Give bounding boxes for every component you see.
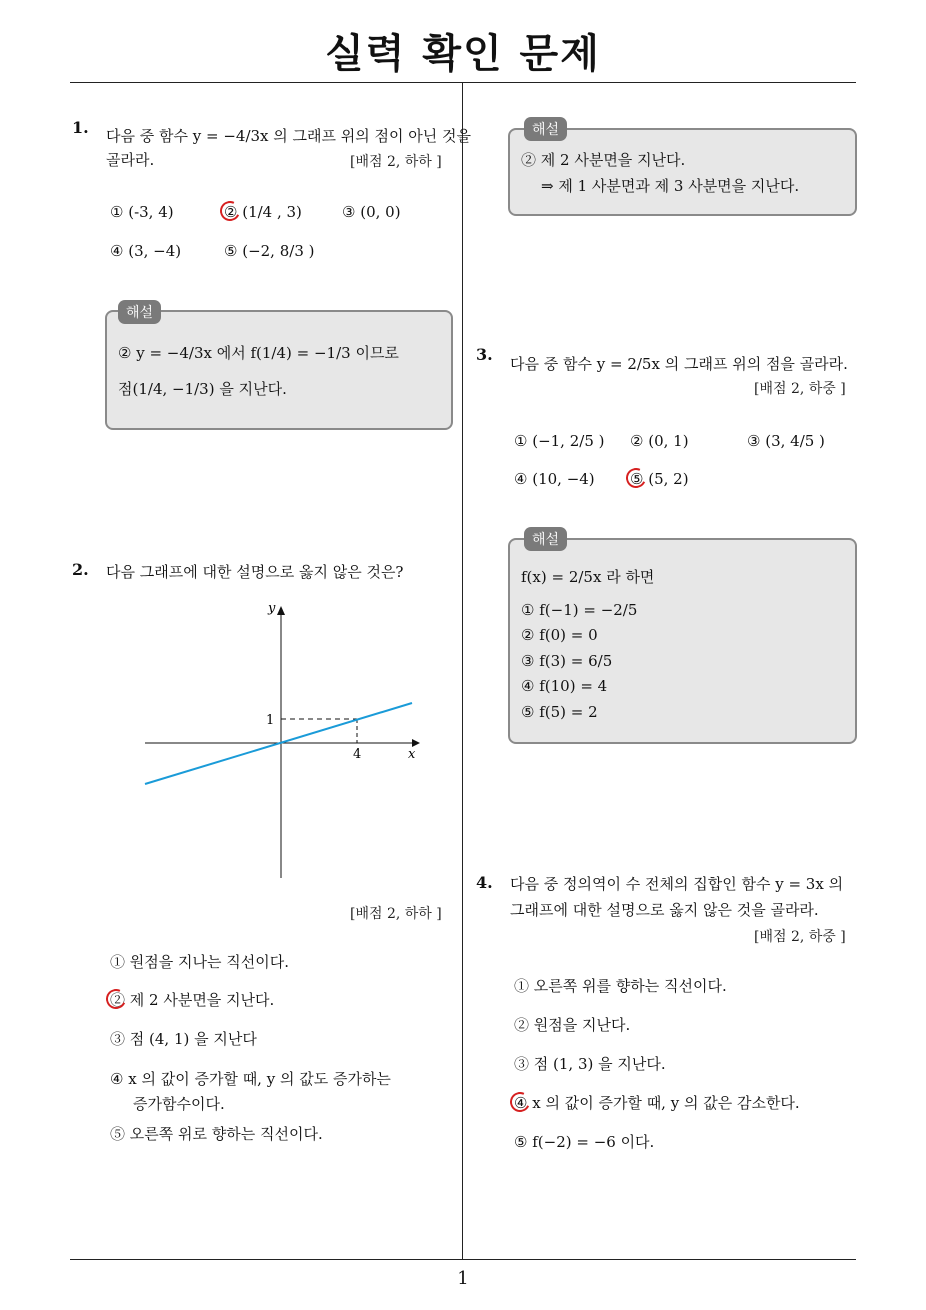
x-axis-arrow <box>412 739 420 747</box>
q4-choice-4[interactable]: ④ x 의 값이 증가할 때, y 의 값은 감소한다. <box>514 1094 800 1112</box>
q3-choice-5[interactable]: ⑤ (5, 2) <box>630 470 689 488</box>
question-4-number: 4. <box>476 873 493 892</box>
solution-3-line6: ⑤ f(5) = 2 <box>521 703 598 721</box>
q2-choice-5[interactable]: ⑤ 오른쪽 위로 향하는 직선이다. <box>110 1125 323 1143</box>
q2-choice-3[interactable]: ③ 점 (4, 1) 을 지난다 <box>110 1030 257 1048</box>
solution-3-line3: ② f(0) = 0 <box>521 626 598 644</box>
q1-choice-2[interactable]: ② (1/4 , 3) <box>224 203 302 221</box>
q4-choice-2[interactable]: ② 원점을 지난다. <box>514 1016 631 1034</box>
x-axis-label: x <box>408 747 416 762</box>
q4-choice-5[interactable]: ⑤ f(−2) = −6 이다. <box>514 1133 655 1151</box>
q1-choice-5[interactable]: ⑤ (−2, 8/3 ) <box>224 242 315 260</box>
column-divider <box>462 83 463 1260</box>
question-2-score: [배점 2, 하하 ] <box>350 906 442 922</box>
solution-2-line2: ⇒ 제 1 사분면과 제 3 사분면을 지난다. <box>541 177 800 195</box>
solution-3-line1: f(x) = 2/5x 라 하면 <box>521 568 655 586</box>
question-2-graph <box>140 600 425 880</box>
question-3-score: [배점 2, 하중 ] <box>754 381 846 397</box>
top-rule <box>70 82 856 83</box>
question-1-score: [배점 2, 하하 ] <box>350 154 442 170</box>
q3-choice-1[interactable]: ① (−1, 2/5 ) <box>514 432 605 450</box>
solution-tag-1: 해설 <box>118 300 161 324</box>
q2-choice-1[interactable]: ① 원점을 지나는 직선이다. <box>110 953 289 971</box>
y-axis-label: y <box>268 601 276 616</box>
q4-choice-1[interactable]: ① 오른쪽 위를 향하는 직선이다. <box>514 977 727 995</box>
q2-choice-4[interactable]: ④ x 의 값이 증가할 때, y 의 값도 증가하는 <box>110 1070 391 1088</box>
question-2-number: 2. <box>72 560 89 579</box>
solution-box-1 <box>105 310 453 430</box>
solution-box-2 <box>508 128 857 216</box>
tick-y-label: 1 <box>266 713 275 728</box>
q1-choice-4[interactable]: ④ (3, −4) <box>110 242 182 260</box>
y-axis-arrow <box>277 606 285 615</box>
q3-choice-3[interactable]: ③ (3, 4/5 ) <box>747 432 825 450</box>
q4-choice-3[interactable]: ③ 점 (1, 3) 을 지난다. <box>514 1055 666 1073</box>
question-1-line1: 다음 중 함수 y = −4/3x 의 그래프 위의 점이 아닌 것을 <box>106 127 471 145</box>
question-1-number: 1. <box>72 118 89 137</box>
question-3-number: 3. <box>476 345 493 364</box>
q3-choice-2[interactable]: ② (0, 1) <box>630 432 689 450</box>
q1-choice-1[interactable]: ① (-3, 4) <box>110 203 174 221</box>
solution-3-line5: ④ f(10) = 4 <box>521 677 608 695</box>
bottom-rule <box>70 1259 856 1260</box>
solution-3-line2: ① f(−1) = −2/5 <box>521 601 638 619</box>
solution-1-line2: 점(1/4, −1/3) 을 지난다. <box>118 380 287 398</box>
solution-3-line4: ③ f(3) = 6/5 <box>521 652 613 670</box>
solution-tag-3: 해설 <box>524 527 567 551</box>
q1-choice-3[interactable]: ③ (0, 0) <box>342 203 401 221</box>
question-4-line1: 다음 중 정의역이 수 전체의 집합인 함수 y = 3x 의 <box>510 875 844 893</box>
question-4-score: [배점 2, 하중 ] <box>754 929 846 945</box>
question-1-line2: 골라라. <box>106 151 155 169</box>
q2-choice-2[interactable]: ② 제 2 사분면을 지난다. <box>110 991 275 1009</box>
question-4-line2: 그래프에 대한 설명으로 옳지 않은 것을 골라라. <box>510 901 819 919</box>
solution-1-line1: ② y = −4/3x 에서 f(1/4) = −1/3 이므로 <box>118 344 399 362</box>
q2-choice-4-cont: 증가함수이다. <box>133 1095 225 1113</box>
solution-tag-2: 해설 <box>524 117 567 141</box>
question-2-text: 다음 그래프에 대한 설명으로 옳지 않은 것은? <box>106 563 404 581</box>
solution-2-line1: ② 제 2 사분면을 지난다. <box>521 151 686 169</box>
page-number: 1 <box>457 1268 469 1289</box>
q3-choice-4[interactable]: ④ (10, −4) <box>514 470 595 488</box>
tick-x-label: 4 <box>353 747 362 762</box>
page-title: 실력 확인 문제 <box>325 31 601 77</box>
question-3-text: 다음 중 함수 y = 2/5x 의 그래프 위의 점을 골라라. <box>510 355 848 373</box>
